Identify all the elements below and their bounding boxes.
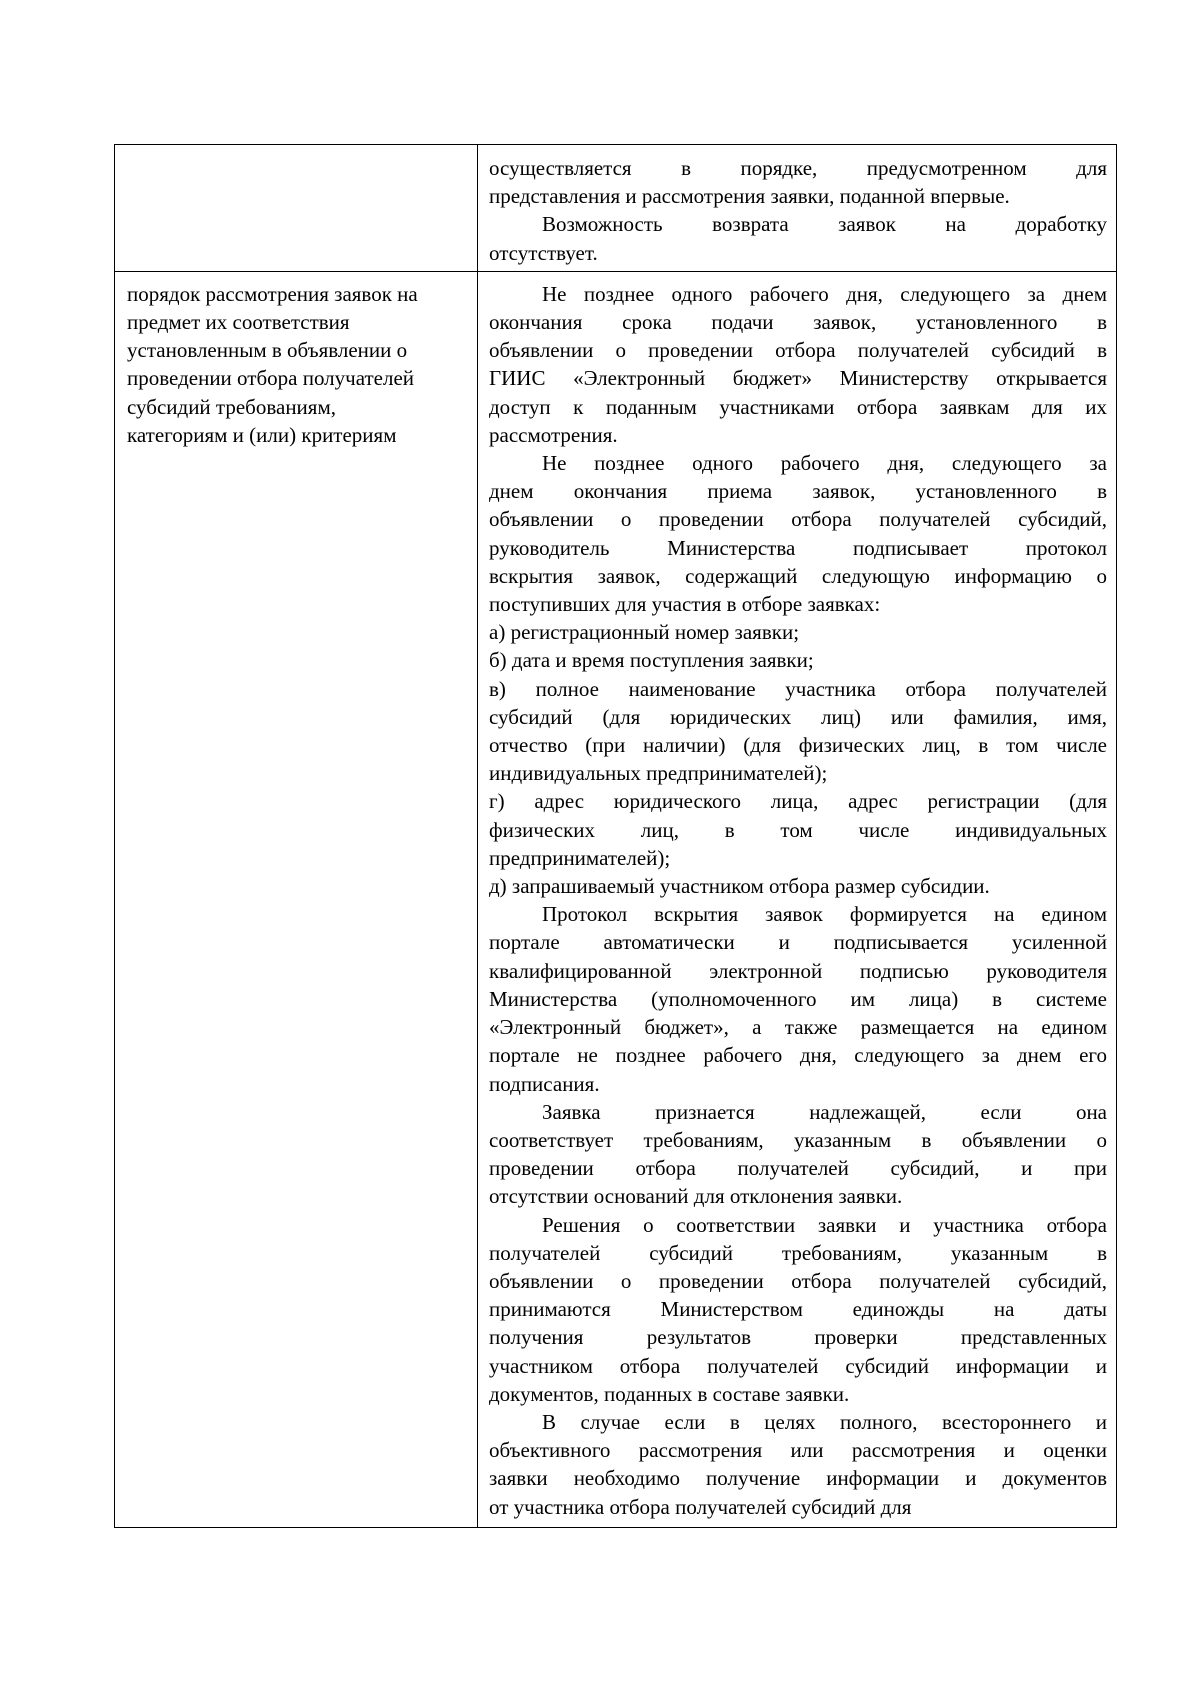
text-line: рассмотрения. bbox=[489, 422, 618, 447]
text-line bbox=[489, 210, 1107, 238]
text-line: руководитель Министерства подписывает протокол bbox=[489, 535, 1107, 560]
table-cell-left bbox=[115, 145, 478, 272]
document-table bbox=[114, 144, 1117, 1528]
text-line bbox=[489, 1211, 1107, 1239]
text-line bbox=[489, 1408, 1107, 1436]
text-line: вскрытия заявок, содержащий следующую информацию о bbox=[489, 563, 1107, 588]
text-line: категориям и (или) критериям bbox=[127, 422, 397, 447]
table-row bbox=[115, 145, 1117, 272]
text-line: от участника отбора получателей субсидий для bbox=[489, 1494, 912, 1519]
text-line: объявлении о проведении отбора получателей субсидий, bbox=[489, 1268, 1107, 1293]
text-line: подписания. bbox=[489, 1071, 600, 1096]
text-line bbox=[489, 1098, 1107, 1126]
table-cell-left bbox=[115, 271, 478, 1527]
paragraph bbox=[489, 872, 1107, 900]
text-line: проведении отбора получателей bbox=[127, 366, 415, 391]
text-line: отсутствует. bbox=[489, 240, 598, 265]
paragraph bbox=[489, 280, 1107, 449]
text-line: соответствует требованиям, указанным в объявлении о bbox=[489, 1127, 1107, 1152]
table-cell-right bbox=[478, 271, 1117, 1527]
paragraph bbox=[489, 1211, 1107, 1408]
text-line bbox=[489, 280, 1107, 308]
text-line: отчество (при наличии) (для физических лиц, в том числе bbox=[489, 733, 1107, 758]
text-line-content: Не позднее одного рабочего дня, следующего за bbox=[542, 451, 1107, 476]
text-line: портале не позднее рабочего дня, следующего за днем его bbox=[489, 1043, 1107, 1068]
text-line: отсутствии оснований для отклонения заявки. bbox=[489, 1184, 903, 1209]
text-line: в) полное наименование участника отбора получателей bbox=[489, 676, 1107, 701]
text-line bbox=[489, 900, 1107, 928]
text-line: доступ к поданным участниками отбора заявкам для их bbox=[489, 394, 1107, 419]
text-line: порядок рассмотрения заявок на bbox=[127, 281, 418, 306]
text-line: предмет их соответствия bbox=[127, 310, 350, 335]
text-line: «Электронный бюджет», а также размещается на едином bbox=[489, 1015, 1107, 1040]
text-line: принимаются Министерством единожды на даты bbox=[489, 1297, 1107, 1322]
text-line: физических лиц, в том числе индивидуальных bbox=[489, 817, 1107, 842]
table-row bbox=[115, 271, 1117, 1527]
text-line: портале автоматически и подписывается усиленной bbox=[489, 930, 1107, 955]
text-line: субсидий (для юридических лиц) или фамилия, имя, bbox=[489, 704, 1107, 729]
text-line: представления и рассмотрения заявки, поданной впервые. bbox=[489, 184, 1010, 209]
text-line: индивидуальных предпринимателей); bbox=[489, 761, 828, 786]
text-line: субсидий требованиям, bbox=[127, 394, 336, 419]
paragraph bbox=[489, 449, 1107, 618]
text-line: а) регистрационный номер заявки; bbox=[489, 620, 800, 645]
text-line-content: Решения о соответствии заявки и участника отбора bbox=[542, 1212, 1107, 1237]
text-line-content: Заявка признается надлежащей, если она bbox=[542, 1099, 1107, 1124]
paragraph bbox=[489, 1408, 1107, 1521]
text-line-content: Протокол вскрытия заявок формируется на едином bbox=[542, 902, 1107, 927]
text-line: предпринимателей); bbox=[489, 845, 671, 870]
text-line: получения результатов проверки представленных bbox=[489, 1325, 1107, 1350]
text-line: б) дата и время поступления заявки; bbox=[489, 648, 814, 673]
text-line: документов, поданных в составе заявки. bbox=[489, 1381, 850, 1406]
text-line-content: Не позднее одного рабочего дня, следующего за днем bbox=[542, 281, 1107, 306]
text-line: квалифицированной электронной подписью руководителя bbox=[489, 958, 1107, 983]
text-line: д) запрашиваемый участником отбора размер субсидии. bbox=[489, 874, 990, 899]
paragraph bbox=[489, 900, 1107, 1097]
text-line: объявлении о проведении отбора получателей субсидий в bbox=[489, 338, 1107, 363]
text-line: Министерства (уполномоченного им лица) в системе bbox=[489, 986, 1107, 1011]
text-line: объективного рассмотрения или рассмотрения и оценки bbox=[489, 1438, 1107, 1463]
text-line: заявки необходимо получение информации и документов bbox=[489, 1466, 1107, 1491]
text-line: объявлении о проведении отбора получателей субсидий, bbox=[489, 507, 1107, 532]
text-line-content: В случае если в целях полного, всестороннего и bbox=[542, 1409, 1107, 1434]
text-line: днем окончания приема заявок, установленного в bbox=[489, 479, 1107, 504]
text-line: осуществляется в порядке, предусмотренном для bbox=[489, 156, 1107, 180]
paragraph bbox=[489, 154, 1107, 210]
paragraph bbox=[489, 675, 1107, 788]
text-line bbox=[489, 449, 1107, 477]
table-cell-right bbox=[478, 145, 1117, 272]
text-line: поступивших для участия в отборе заявках: bbox=[489, 592, 881, 617]
text-line: участником отбора получателей субсидий информации и bbox=[489, 1353, 1107, 1378]
paragraph bbox=[489, 210, 1107, 266]
text-line: г) адрес юридического лица, адрес регистрации (для bbox=[489, 789, 1107, 814]
text-line: получателей субсидий требованиям, указанным в bbox=[489, 1240, 1107, 1265]
text-line: ГИИС «Электронный бюджет» Министерству открывается bbox=[489, 366, 1107, 391]
text-line: окончания срока подачи заявок, установленного в bbox=[489, 310, 1107, 335]
paragraph bbox=[489, 646, 1107, 674]
text-line: установленным в объявлении о bbox=[127, 338, 408, 363]
paragraph bbox=[489, 1098, 1107, 1211]
text-line: проведении отбора получателей субсидий, и при bbox=[489, 1156, 1107, 1181]
paragraph bbox=[489, 787, 1107, 872]
paragraph bbox=[489, 618, 1107, 646]
text-line-content: Возможность возврата заявок на доработку bbox=[542, 212, 1107, 237]
